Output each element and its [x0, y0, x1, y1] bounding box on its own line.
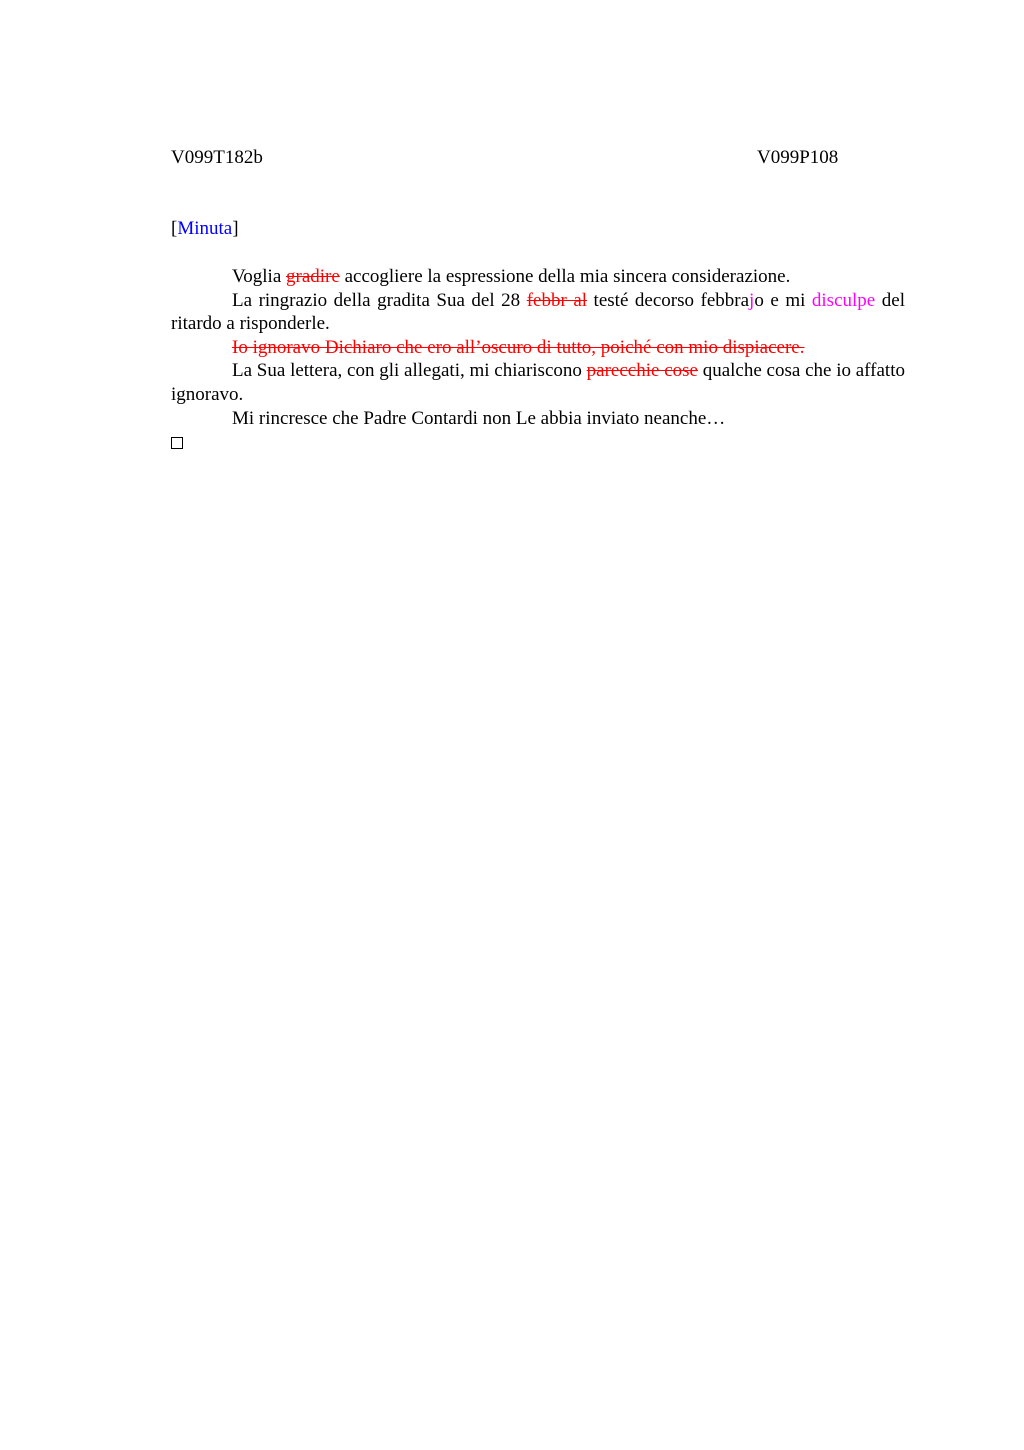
paragraph-5	[171, 407, 905, 431]
paragraph-3	[171, 336, 905, 360]
document-code: V099T182b	[171, 147, 263, 168]
text-segment: La Sua lettera, con gli allegati, mi chiariscono	[232, 360, 587, 382]
paragraph-1	[171, 265, 905, 289]
added-text: disculpe	[811, 289, 876, 311]
tag-label: Minuta	[177, 218, 233, 239]
text-segment: qualche cosa che io affatto ignoravo.	[171, 360, 905, 405]
deleted-text: febbr al	[526, 289, 588, 311]
text-segment: Mi rincresce che Padre Contardi non Le abbia inviato neanche…	[232, 407, 726, 429]
end-of-text-square-icon	[171, 437, 183, 449]
letter-body	[171, 265, 905, 449]
page-code: V099P108	[757, 147, 839, 168]
editorial-tag	[171, 217, 905, 241]
text-segment: del ritardo a risponderle.	[171, 289, 905, 335]
text-segment: accogliere la espressione della mia sincera considerazione.	[339, 266, 791, 287]
added-text: j	[749, 289, 755, 311]
text-segment: o e mi	[754, 289, 812, 311]
text-segment: testé decorso febbra	[587, 289, 750, 311]
paragraph-2	[171, 289, 905, 336]
text-segment: La ringrazio della gradita Sua del 28	[232, 289, 527, 311]
tag-open-bracket: [	[171, 218, 178, 239]
document-page	[171, 146, 905, 449]
deleted-text: gradire	[286, 266, 340, 287]
tag-close-bracket: ]	[232, 218, 239, 239]
deleted-text: parecchie cose	[586, 360, 698, 382]
deleted-text: Io ignoravo Dichiaro che ero all’oscuro di tutto, poiché con mio dispiacere.	[232, 336, 805, 358]
page-header	[171, 146, 905, 170]
paragraph-4	[171, 359, 905, 406]
text-segment: Voglia	[232, 266, 287, 287]
